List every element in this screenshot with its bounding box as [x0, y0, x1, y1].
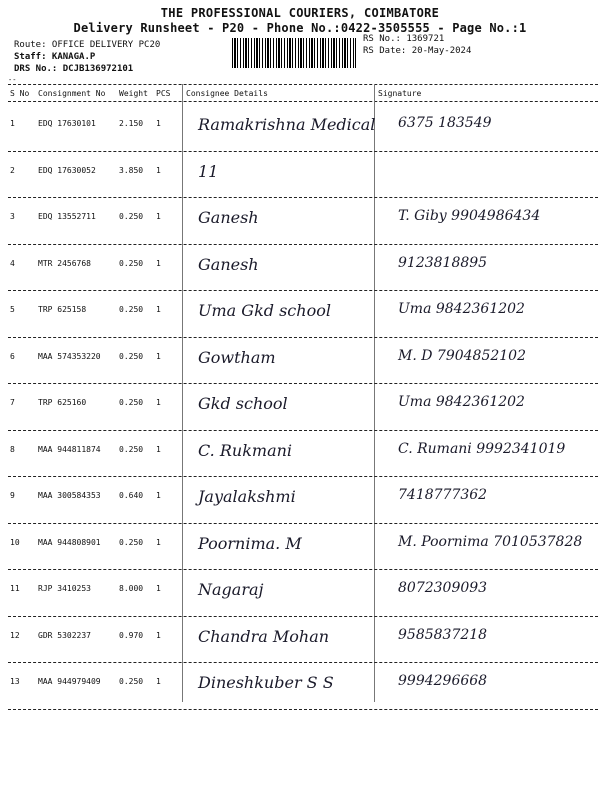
row-separator: [8, 290, 598, 291]
handwritten-consignee: Poornima. M: [198, 533, 302, 553]
handwritten-signature: M. D 7904852102: [398, 347, 526, 364]
col-divider-consignee: [182, 84, 183, 702]
cell-pcs: 1: [156, 584, 161, 593]
cell-sno: 2: [10, 165, 15, 175]
handwritten-consignee: Uma Gkd school: [198, 301, 331, 320]
handwritten-signature: M. Poornima 7010537828: [398, 533, 583, 550]
cell-pcs: 1: [156, 119, 161, 128]
cell-cno: EDQ 17630052: [38, 165, 96, 175]
handwritten-signature: T. Giby 9904986434: [398, 208, 541, 224]
handwritten-signature: 8072309093: [398, 580, 488, 596]
handwritten-consignee: Gkd school: [198, 394, 288, 413]
cell-weight: 0.640: [119, 491, 144, 500]
cell-cno: GDR 5302237: [38, 630, 91, 640]
row-separator: [8, 337, 598, 338]
top-rule: [8, 84, 598, 85]
column-header: PCS: [156, 89, 171, 98]
cell-sno: 11: [10, 584, 20, 593]
cell-sno: 3: [10, 212, 15, 221]
row-separator: [8, 709, 598, 710]
cell-sno: 7: [10, 398, 15, 407]
cell-sno: 6: [10, 351, 15, 361]
handwritten-consignee: Ramakrishna Medical: [198, 115, 376, 134]
cell-pcs: 1: [156, 212, 161, 221]
column-header: Weight: [119, 89, 148, 98]
cell-weight: 0.250: [119, 677, 144, 686]
cell-weight: 3.850: [119, 165, 144, 175]
cell-weight: 0.250: [119, 258, 144, 268]
cell-cno: MAA 944811874: [38, 444, 101, 454]
handwritten-consignee: Jayalakshmi: [198, 487, 296, 506]
rs-date: RS Date: 20-May-2024: [363, 46, 472, 56]
cell-cno: MAA 574353220: [38, 351, 101, 361]
cell-weight: 2.150: [119, 119, 144, 128]
row-separator: [8, 662, 598, 663]
cell-cno: MAA 944979409: [38, 677, 101, 686]
column-header: Signature: [378, 89, 422, 98]
cell-sno: 1: [10, 119, 15, 128]
cell-sno: 8: [10, 444, 15, 454]
handwritten-consignee: Chandra Mohan: [198, 626, 330, 646]
cell-cno: MAA 300584353: [38, 491, 101, 500]
cell-weight: 8.000: [119, 584, 144, 593]
cell-cno: RJP 3410253: [38, 584, 91, 593]
row-separator: [8, 569, 598, 570]
cell-sno: 13: [10, 677, 20, 686]
handwritten-signature: C. Rumani 9992341019: [398, 440, 566, 457]
rs-number: RS No.: 1369721: [363, 34, 445, 44]
cell-weight: 0.970: [119, 630, 144, 640]
cell-sno: 4: [10, 258, 15, 268]
row-separator: [8, 151, 598, 152]
handwritten-consignee: Ganesh: [198, 254, 259, 274]
row-separator: [8, 244, 598, 245]
column-header: Consignment No: [38, 89, 106, 98]
barcode-image: [232, 38, 356, 68]
cell-sno: 5: [10, 305, 15, 314]
handwritten-signature: 9585837218: [398, 626, 488, 643]
cell-pcs: 1: [156, 258, 161, 268]
cell-pcs: 1: [156, 165, 161, 175]
cell-cno: TRP 625160: [38, 398, 87, 407]
row-separator: [8, 616, 598, 617]
handwritten-consignee: Nagaraj: [198, 580, 264, 599]
column-header: S No: [10, 89, 30, 98]
cell-weight: 0.250: [119, 212, 144, 221]
cell-pcs: 1: [156, 537, 161, 547]
col-divider-signature: [374, 84, 375, 702]
cell-pcs: 1: [156, 398, 161, 407]
cell-weight: 0.250: [119, 305, 144, 314]
row-separator: [8, 383, 598, 384]
cell-cno: EDQ 13552711: [38, 212, 96, 221]
handwritten-consignee: Ganesh: [198, 208, 259, 227]
cell-weight: 0.250: [119, 351, 144, 361]
handwritten-signature: Uma 9842361202: [398, 394, 525, 410]
row-separator: [8, 476, 598, 477]
handwritten-signature: 9123818895: [398, 254, 488, 271]
route-label: Route: OFFICE DELIVERY PC20: [14, 40, 161, 50]
header-rule: [8, 101, 598, 102]
company-title: THE PROFESSIONAL COURIERS, COIMBATORE: [160, 6, 440, 20]
cell-pcs: 1: [156, 491, 161, 500]
handwritten-signature: Uma 9842361202: [398, 301, 525, 317]
column-header: Consignee Details: [186, 89, 268, 98]
cell-pcs: 1: [156, 630, 161, 640]
cell-pcs: 1: [156, 444, 161, 454]
cell-pcs: 1: [156, 677, 161, 686]
cell-sno: 9: [10, 491, 15, 500]
row-separator: [8, 523, 598, 524]
cell-cno: MAA 944808901: [38, 537, 101, 547]
cell-pcs: 1: [156, 351, 161, 361]
staff-label: Staff: KANAGA.P: [14, 52, 96, 62]
cell-weight: 0.250: [119, 444, 144, 454]
handwritten-signature: 6375 183549: [398, 115, 492, 131]
cell-weight: 0.250: [119, 398, 144, 407]
drs-number: DRS No.: DCJB136972101: [14, 64, 134, 74]
handwritten-signature: 7418777362: [398, 487, 488, 503]
cell-cno: EDQ 17630101: [38, 119, 96, 128]
header-dashes: --: [8, 76, 17, 84]
handwritten-consignee: Gowtham: [198, 347, 276, 367]
cell-sno: 12: [10, 630, 20, 640]
handwritten-consignee: C. Rukmani: [198, 440, 293, 460]
handwritten-consignee: 11: [198, 161, 219, 181]
row-separator: [8, 430, 598, 431]
handwritten-consignee: Dineshkuber S S: [198, 673, 334, 692]
cell-pcs: 1: [156, 305, 161, 314]
cell-cno: TRP 625158: [38, 305, 87, 314]
cell-cno: MTR 2456768: [38, 258, 91, 268]
cell-weight: 0.250: [119, 537, 144, 547]
runsheet-subtitle: Delivery Runsheet - P20 - Phone No.:0422-3505555 - Page No.:1: [73, 21, 527, 35]
cell-sno: 10: [10, 537, 20, 547]
handwritten-signature: 9994296668: [398, 673, 488, 689]
row-separator: [8, 197, 598, 198]
